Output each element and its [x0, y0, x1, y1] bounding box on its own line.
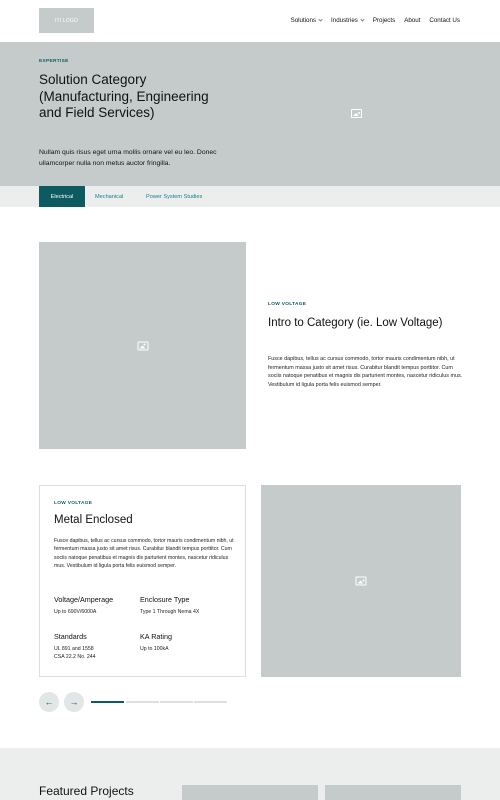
spec-standards — [54, 632, 139, 661]
product-card — [39, 485, 246, 677]
featured-projects-section — [0, 748, 500, 800]
nav-item-contact[interactable]: Contact Us — [429, 17, 460, 24]
carousel-next-button[interactable] — [64, 692, 84, 712]
intro-eyebrow: LOW VOLTAGE — [268, 302, 307, 307]
spec-heading: Voltage/Amperage — [54, 595, 114, 604]
card-title: Metal Enclosed — [54, 514, 133, 526]
chevron-down-icon — [318, 17, 322, 21]
spec-ka-rating — [140, 632, 225, 653]
spec-value: Type 1 Through Nema 4X — [140, 609, 200, 615]
site-header — [0, 0, 500, 42]
nav-item-solutions[interactable] — [291, 17, 322, 24]
spec-heading: Standards — [54, 632, 87, 641]
image-icon — [356, 577, 367, 586]
category-tabs — [0, 186, 500, 207]
spec-line: UL 891 and 1558 — [54, 646, 94, 652]
spec-voltage — [54, 595, 139, 616]
spec-value: Up to 100kA — [140, 646, 169, 652]
spec-heading: KA Rating — [140, 632, 172, 641]
card-body: Fusce dapibus, tellus ac cursus commodo, tortor mauris condimentum nibh, ut fermentum massa justo sit amet risus. Curabitur blandit tempus porttitor. Cum sociis natoque penatibus et magnis dis parturient montes, nascetur ridiculus mus. Vestibulum id ligula porta felis euismod semper. — [54, 538, 234, 569]
carousel-indicator[interactable] — [126, 701, 159, 703]
featured-project-card[interactable] — [182, 785, 318, 800]
nav-item-industries[interactable] — [331, 17, 364, 24]
site-logo[interactable]: ITI LOGO — [39, 8, 94, 33]
featured-project-card[interactable] — [325, 785, 461, 800]
hero-subtitle: Nullam quis risus eget urna mollis ornare vel eu leo. Donec ullamcorper nulla non metus auctor fringilla. — [39, 149, 217, 167]
intro-image-placeholder — [39, 242, 246, 449]
hero-eyebrow: EXPERTISE — [39, 59, 69, 64]
carousel-indicator[interactable] — [91, 701, 124, 703]
carousel-indicator[interactable] — [194, 701, 227, 703]
nav-item-about[interactable]: About — [404, 17, 421, 24]
spec-value: Up to 690V/6000A — [54, 609, 97, 615]
card-eyebrow: LOW VOLTAGE — [54, 501, 93, 506]
nav-label: Industries — [331, 17, 358, 24]
card-image-placeholder — [261, 485, 461, 677]
arrow-right-icon: → — [69, 697, 79, 707]
tab-electrical[interactable]: Electrical — [39, 186, 85, 207]
hero-banner — [0, 42, 500, 186]
tab-power-system-studies[interactable]: Power System Studies — [146, 193, 203, 200]
spec-line: CSA 22.2 No. 244 — [54, 654, 96, 660]
spec-enclosure — [140, 595, 225, 616]
hero-image-placeholder — [351, 109, 362, 118]
intro-body: Fusce dapibus, tellus ac cursus commodo, tortor mauris condimentum nibh, ut fermentum massa justo sit amet risus. Curabitur blandit tempus porttitor. Cum sociis natoque penatibus et magnis dis parturient montes, nascetur ridiculus mus. Vestibulum id ligula porta felis euismod semper. — [268, 356, 463, 388]
carousel-indicator[interactable] — [160, 701, 193, 703]
intro-title: Intro to Category (ie. Low Voltage) — [268, 317, 443, 329]
image-icon — [137, 341, 148, 350]
carousel-prev-button[interactable] — [39, 692, 59, 712]
chevron-down-icon — [360, 17, 364, 21]
image-icon — [351, 109, 362, 118]
tab-mechanical[interactable]: Mechanical — [95, 193, 124, 200]
arrow-left-icon: ← — [44, 697, 54, 707]
nav-label: Solutions — [290, 17, 317, 24]
page-title: Solution Category (Manufacturing, Engineering and Field Services) — [39, 72, 209, 120]
main-nav — [291, 17, 460, 24]
nav-item-projects[interactable]: Projects — [372, 17, 396, 24]
featured-title: Featured Projects — [39, 784, 134, 798]
spec-value — [54, 645, 139, 661]
spec-heading: Enclosure Type — [140, 595, 190, 604]
